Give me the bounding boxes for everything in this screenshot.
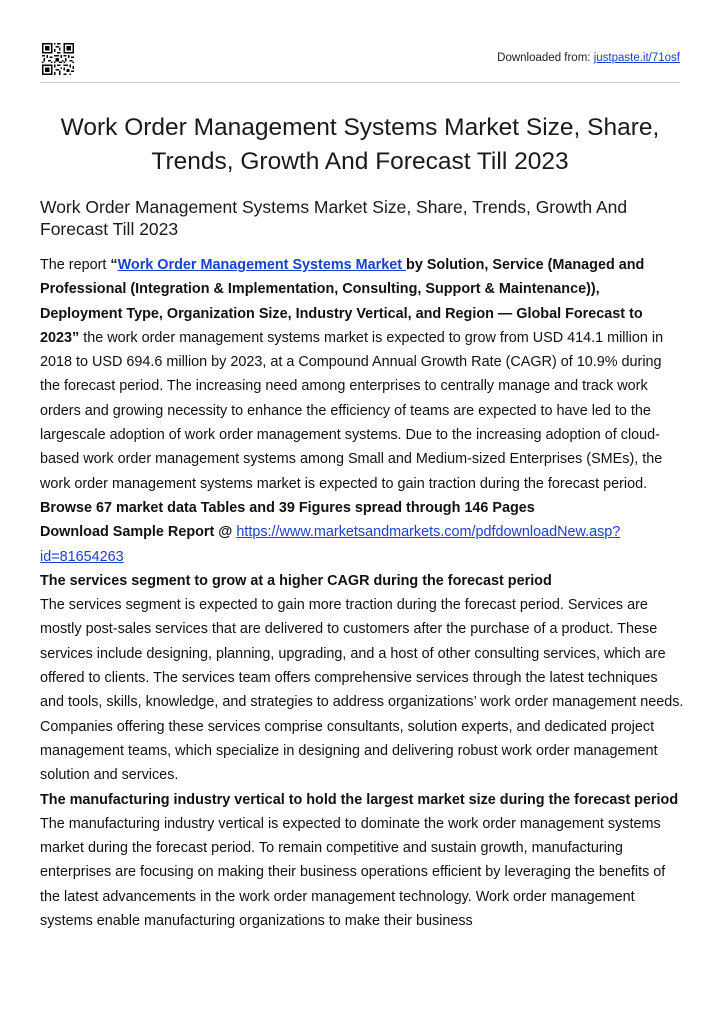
section-heading: The manufacturing industry vertical to hold the largest market size during the forecast period (40, 791, 679, 808)
download-source-label: Downloaded from: (497, 52, 591, 64)
intro-paragraph (40, 253, 685, 496)
download-source-link[interactable]: justpaste.it/71osf (593, 52, 680, 64)
section-heading: The services segment to grow at a higher CAGR during the forecast period (40, 572, 552, 589)
header-divider (40, 82, 680, 83)
section-paragraph: The manufacturing industry vertical is expected to dominate the work order management systems market during the forecast period. To remain competitive and sustain growth, manufacturing enterprises are focusing on making their business operations efficient by leveraging the benefits of the latest advancements in the work order management technology. Work order management systems enable manufacturing organizations to make their business (40, 815, 666, 930)
page-title: Work Order Management Systems Market Size, Share, Trends, Growth And Forecast Till 2023 (60, 114, 660, 175)
browse-line: Browse 67 market data Tables and 39 Figures spread through 146 Pages (40, 499, 535, 516)
download-sample-line (40, 520, 685, 569)
intro-open-quote: “ (110, 257, 118, 273)
intro-bold-rest: by Solution, Service (Managed and Professional (Integration & Implementation, Consulting, Support & Maintenance)), Deployment Type, Organization Size, Industry Vertical, and Region — Global Forecast to 2023” (40, 257, 645, 346)
download-sample-label: Download Sample Report @ (40, 524, 237, 541)
qr-code-icon (42, 43, 74, 75)
download-sample-link[interactable]: https://www.marketsandmarkets.com/pdfdownloadNew.asp?id=81654263 (40, 524, 621, 565)
section-paragraph: The services segment is expected to gain more traction during the forecast period. Services are mostly post-sales services that are delivered to customers after the purchase of a product. These services include designing, planning, upgrading, and a host of other consulting services, which are offered to clients. The services team offers comprehensive services through the latest techniques and tools, skills, knowledge, and strategies to address organizations’ work order management needs. Companies offering these services comprise consultants, solution experts, and dedicated project management teams, which specialize in designing and delivering robust work order management solution and services. (40, 597, 684, 784)
intro-prefix: The report (40, 257, 111, 273)
page-subtitle: Work Order Management Systems Market Size, Share, Trends, Growth And Forecast Till 2023 (40, 197, 628, 239)
download-source (497, 52, 680, 64)
intro-body: the work order management systems market is expected to grow from USD 414.1 million in 2018 to USD 694.6 million by 2023, at a Compound Annual Growth Rate (CAGR) of 10.9% during the forecast period. The increasing need among enterprises to centrally manage and track work orders and growing necessity to enhance the efficiency of teams are expected to have led to the largescale adoption of work order management systems. Due to the increasing adoption of cloud-based work order management systems among Small and Medium-sized Enterprises (SMEs), the work order management systems market is expected to gain traction during the forecast period. (40, 329, 664, 492)
report-link[interactable]: Work Order Management Systems Market (117, 257, 407, 273)
article-body (40, 253, 685, 933)
